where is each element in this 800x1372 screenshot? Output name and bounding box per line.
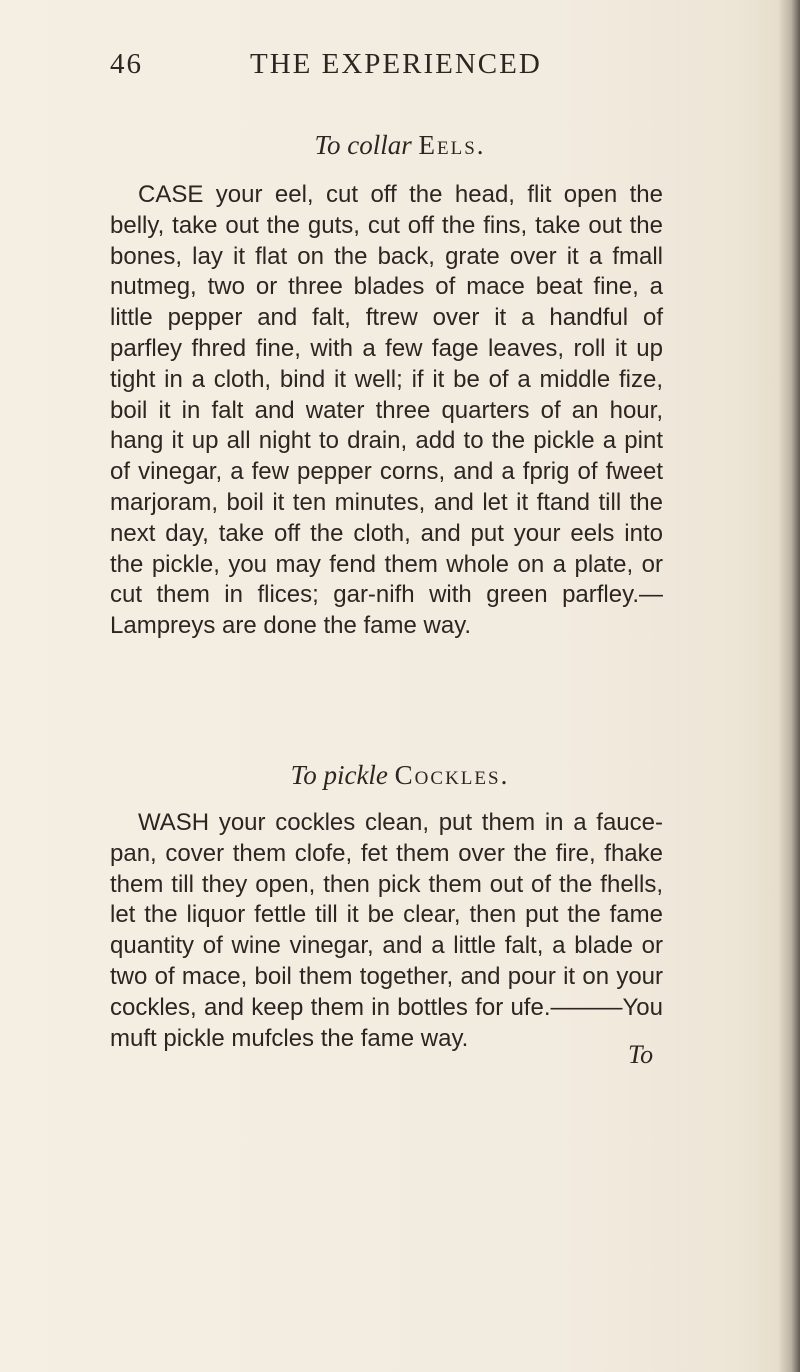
recipe-title-caps: Eels. <box>418 130 486 160</box>
recipe-title-collar-eels <box>0 130 800 161</box>
recipe-title-italic: To pickle <box>290 760 388 790</box>
running-head: THE EXPERIENCED <box>250 48 542 80</box>
page-header <box>110 48 630 88</box>
page-number: 46 <box>110 48 143 80</box>
catchword: To <box>628 1040 654 1069</box>
page-edge-shadow <box>778 0 800 1372</box>
recipe-title-caps: Cockles. <box>394 760 510 790</box>
recipe-title-pickle-cockles <box>0 760 800 791</box>
recipe-text-collar-eels: CASE your eel, cut off the head, flit open the belly, take out the guts, cut off the fins, take out the bones, lay it flat on the back, grate over it a fmall nutmeg, two or three blades of mace beat fine, a little pepper and falt, ftrew over it a handful of parfley fhred fine, with a few fage leaves, roll it up tight in a cloth, bind it well; if it be of a middle fize, boil it in falt and water three quarters of an hour, hang it up all night to drain, add to the pickle a pint of vinegar, a few pepper corns, and a fprig of fweet marjoram, boil it ten minutes, and let it ftand till the next day, take off the cloth, and put your eels into the pickle, you may fend them whole on a plate, or cut them in flices; gar-nifh with green parfley.—Lampreys are done the fame way. <box>110 181 663 640</box>
recipe-text-pickle-cockles: WASH your cockles clean, put them in a fauce-pan, cover them clofe, fet them over the fire, fhake them till they open, then pick them out of the fhells, let the liquor fettle till it be clear, then put the fame quantity of wine vinegar, and a little falt, a blade or two of mace, boil them together, and pour it on your cockles, and keep them in bottles for ufe.———You muft pickle mufcles the fame way. <box>110 809 663 1052</box>
recipe-title-italic: To collar <box>314 130 412 160</box>
